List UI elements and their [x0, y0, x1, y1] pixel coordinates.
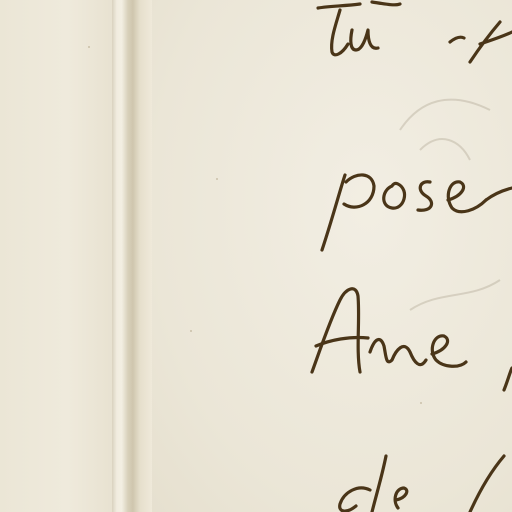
handwriting-line-2 [322, 175, 512, 250]
handwriting-line-3 [312, 289, 512, 390]
handwriting-line-4 [340, 456, 504, 512]
handwriting-line-1 [318, 2, 512, 62]
